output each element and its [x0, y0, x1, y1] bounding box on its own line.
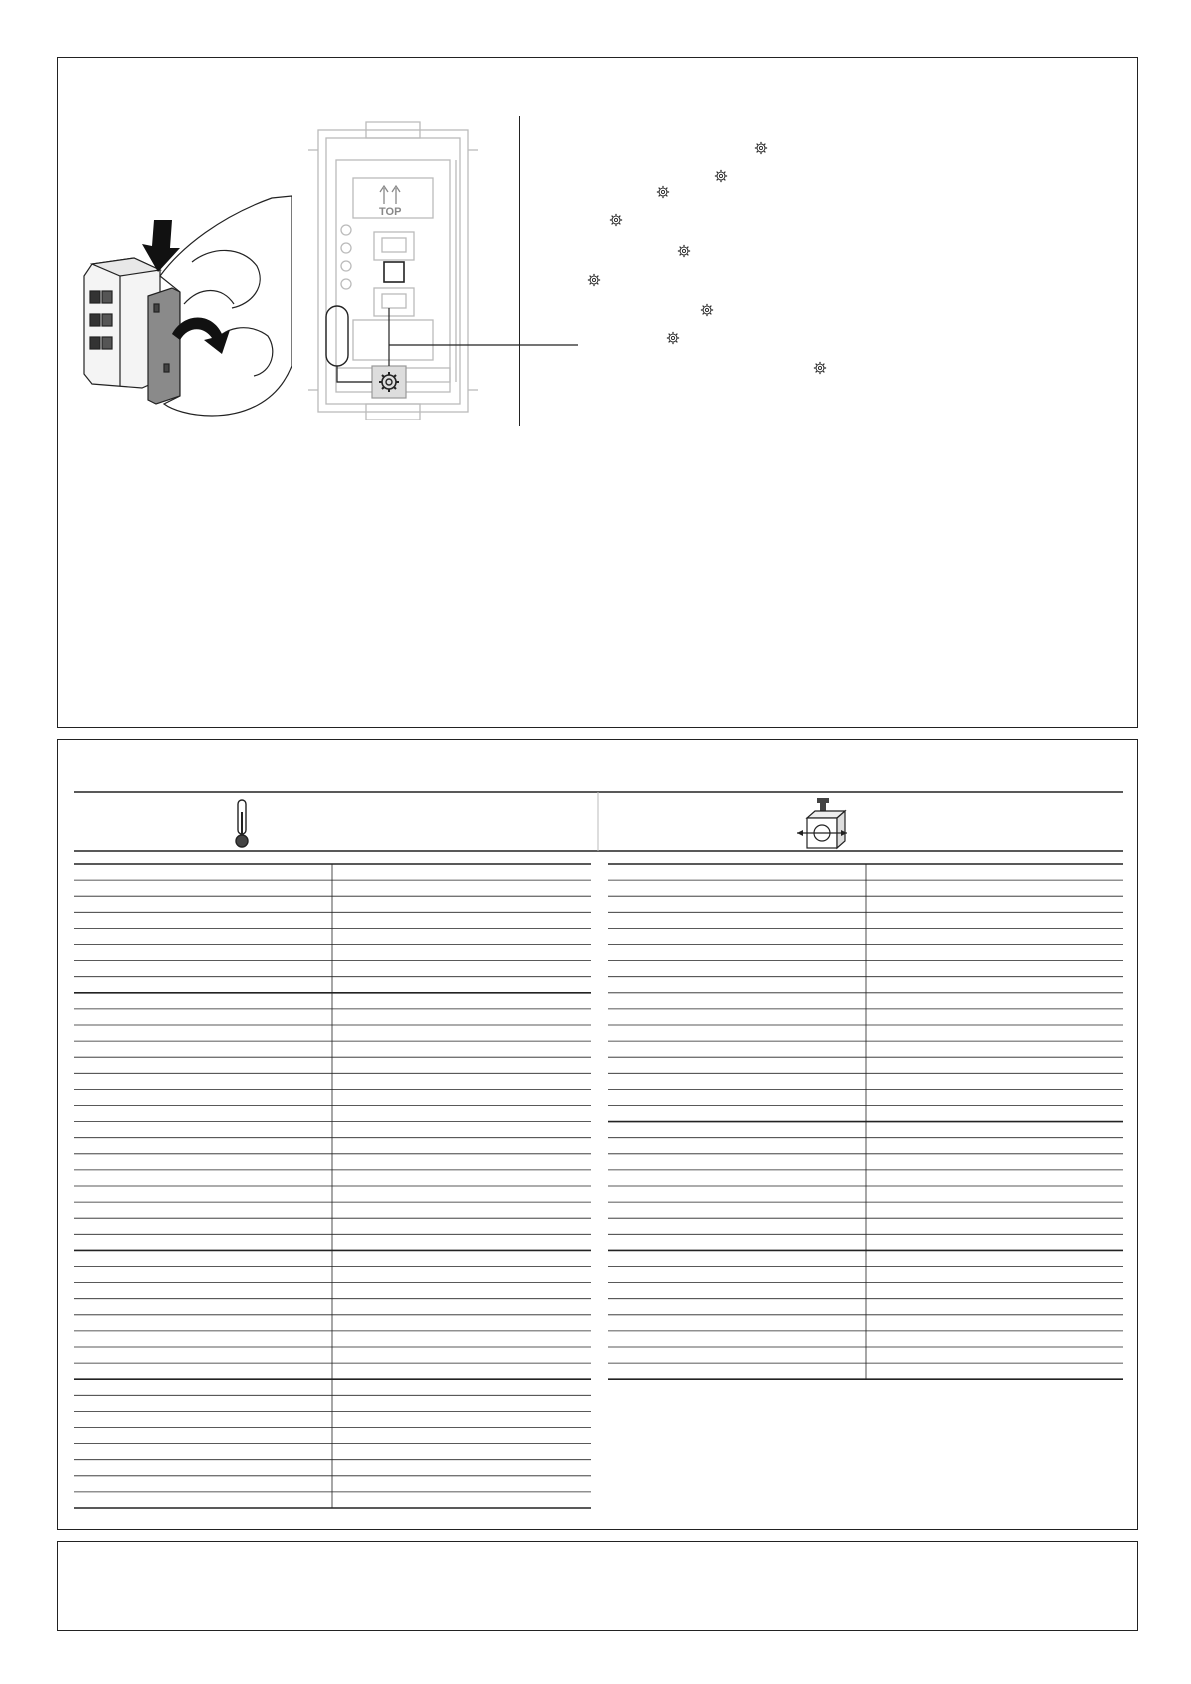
- cover-plate: [148, 288, 180, 404]
- table-left: [74, 864, 591, 1508]
- screw-terminal-icon: [797, 798, 847, 848]
- led-indicator: [326, 306, 348, 366]
- specification-panel: [57, 739, 1138, 1530]
- hand-removing-cover-illustration: [72, 136, 292, 436]
- gear-icon: [666, 331, 680, 345]
- thermometer-icon: [236, 800, 248, 847]
- top-label: TOP: [379, 206, 402, 218]
- footer-panel: [57, 1541, 1138, 1631]
- config-button: [372, 366, 406, 398]
- gear-icon: [714, 169, 728, 183]
- gear-icon: [700, 303, 714, 317]
- top-orientation-mark: [380, 186, 400, 204]
- illustration-panel: [57, 57, 1138, 728]
- table-right: [608, 864, 1123, 1379]
- gear-icon: [813, 361, 827, 375]
- gear-icon: [587, 273, 601, 287]
- hand-icon: [160, 196, 292, 416]
- gear-icon: [609, 213, 623, 227]
- gear-icon: [677, 244, 691, 258]
- specification-tables: [58, 740, 1139, 1531]
- gear-icon: [656, 185, 670, 199]
- gear-icon: [754, 141, 768, 155]
- center-button: [384, 262, 404, 282]
- module-front-view: [308, 120, 588, 420]
- divider-line: [519, 116, 520, 426]
